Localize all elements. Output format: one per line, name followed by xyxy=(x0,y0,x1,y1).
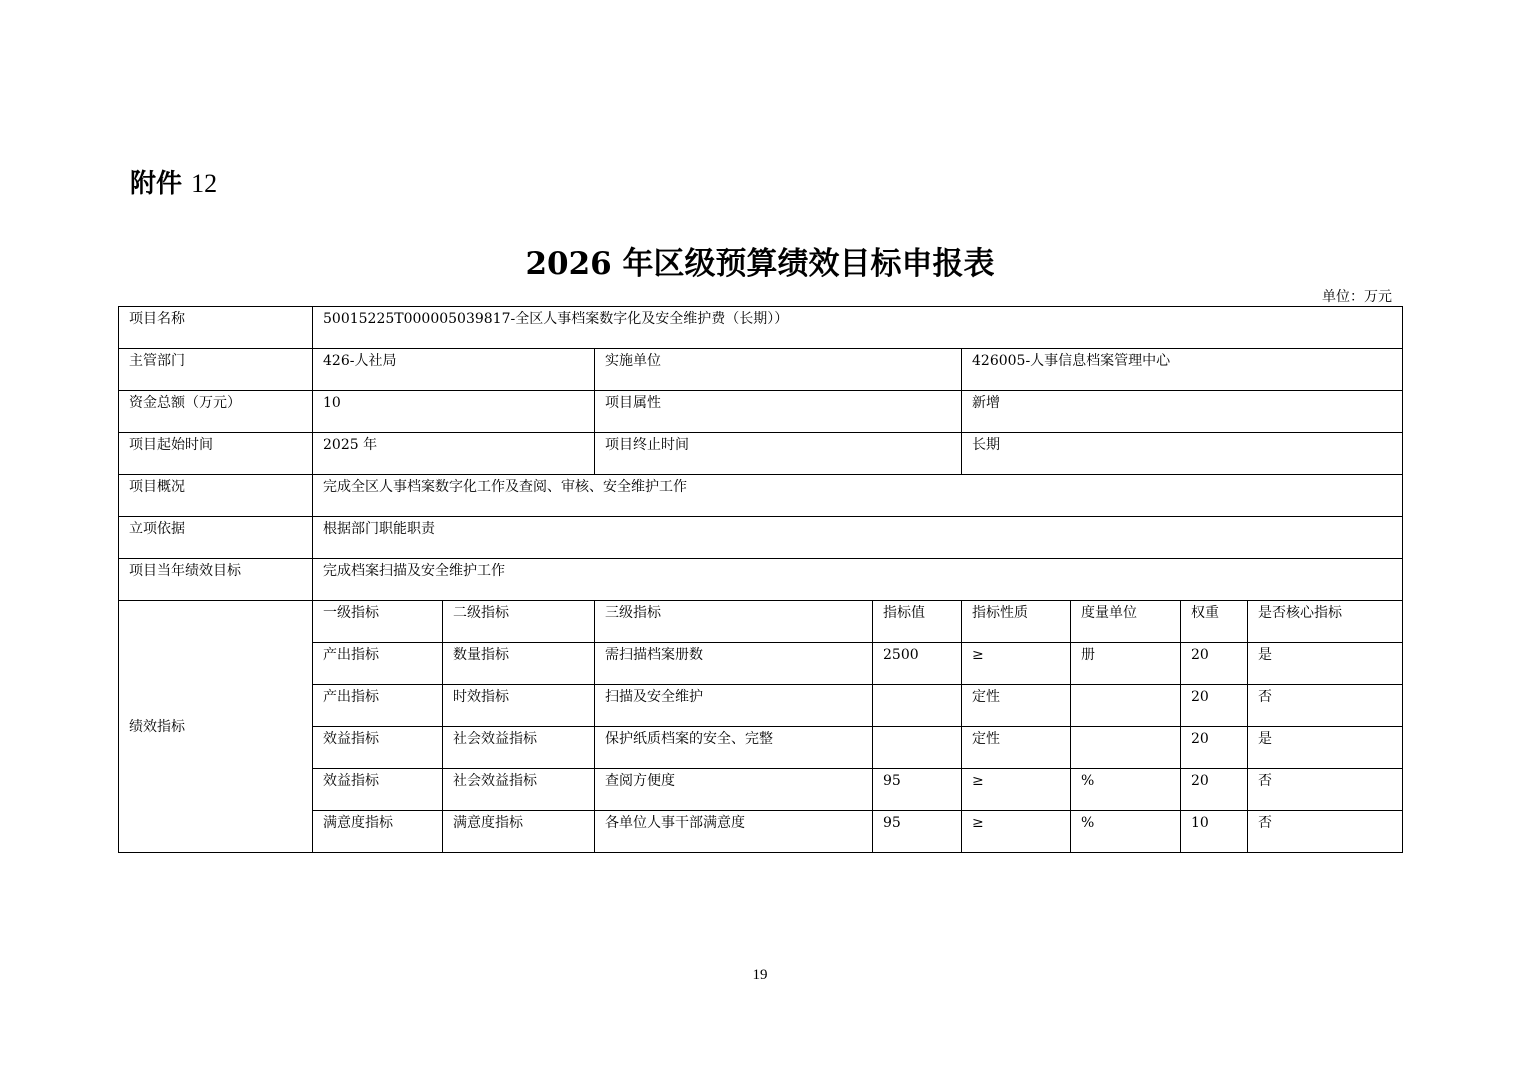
row-overview xyxy=(119,475,1403,517)
header-nature: 指标性质 xyxy=(962,601,1071,643)
cell-unit: 册 xyxy=(1071,643,1181,685)
cell-unit: % xyxy=(1071,811,1181,853)
cell-value: 95 xyxy=(873,811,962,853)
header-level3: 三级指标 xyxy=(595,601,873,643)
cell-level1: 产出指标 xyxy=(313,685,443,727)
header-level1: 一级指标 xyxy=(313,601,443,643)
cell-weight: 20 xyxy=(1181,643,1248,685)
value-basis: 根据部门职能职责 xyxy=(313,517,1403,559)
row-basis xyxy=(119,517,1403,559)
page-number: 19 xyxy=(752,967,768,983)
label-annual-goal: 项目当年绩效目标 xyxy=(119,559,313,601)
cell-level2: 社会效益指标 xyxy=(443,769,595,811)
header-weight: 权重 xyxy=(1181,601,1248,643)
value-fund-total: 10 xyxy=(313,391,595,433)
performance-form-table xyxy=(118,306,1403,853)
label-basis: 立项依据 xyxy=(119,517,313,559)
cell-core: 是 xyxy=(1248,643,1403,685)
cell-core: 否 xyxy=(1248,685,1403,727)
attachment-number: 12 xyxy=(191,169,218,198)
header-core: 是否核心指标 xyxy=(1248,601,1403,643)
cell-level1: 效益指标 xyxy=(313,769,443,811)
cell-unit xyxy=(1071,685,1181,727)
cell-level2: 数量指标 xyxy=(443,643,595,685)
value-implementing-unit: 426005-人事信息档案管理中心 xyxy=(962,349,1403,391)
cell-weight: 20 xyxy=(1181,727,1248,769)
row-funding xyxy=(119,391,1403,433)
attachment-label xyxy=(130,163,217,200)
cell-level3: 保护纸质档案的安全、完整 xyxy=(595,727,873,769)
cell-nature: ≥ xyxy=(962,769,1071,811)
label-overview: 项目概况 xyxy=(119,475,313,517)
cell-level3: 需扫描档案册数 xyxy=(595,643,873,685)
cell-weight: 20 xyxy=(1181,769,1248,811)
cell-value xyxy=(873,727,962,769)
label-project-name: 项目名称 xyxy=(119,307,313,349)
page-title: 2026 年区级预算绩效目标申报表 xyxy=(525,246,995,282)
label-start-time: 项目起始时间 xyxy=(119,433,313,475)
value-start-time: 2025 年 xyxy=(313,433,595,475)
cell-nature: 定性 xyxy=(962,685,1071,727)
value-project-attribute: 新增 xyxy=(962,391,1403,433)
label-department: 主管部门 xyxy=(119,349,313,391)
cell-unit: % xyxy=(1071,769,1181,811)
value-annual-goal: 完成档案扫描及安全维护工作 xyxy=(313,559,1403,601)
label-project-attribute: 项目属性 xyxy=(595,391,962,433)
cell-nature: ≥ xyxy=(962,643,1071,685)
header-level2: 二级指标 xyxy=(443,601,595,643)
label-end-time: 项目终止时间 xyxy=(595,433,962,475)
row-department xyxy=(119,349,1403,391)
cell-nature: 定性 xyxy=(962,727,1071,769)
value-department: 426-人社局 xyxy=(313,349,595,391)
cell-value: 95 xyxy=(873,769,962,811)
label-implementing-unit: 实施单位 xyxy=(595,349,962,391)
cell-level1: 效益指标 xyxy=(313,727,443,769)
attachment-text: 附件 xyxy=(130,169,183,199)
cell-value: 2500 xyxy=(873,643,962,685)
row-annual-goal xyxy=(119,559,1403,601)
cell-weight: 10 xyxy=(1181,811,1248,853)
cell-level1: 产出指标 xyxy=(313,643,443,685)
cell-level3: 查阅方便度 xyxy=(595,769,873,811)
cell-level3: 各单位人事干部满意度 xyxy=(595,811,873,853)
cell-unit xyxy=(1071,727,1181,769)
value-project-name: 50015225T000005039817-全区人事档案数字化及安全维护费（长期）） xyxy=(313,307,1403,349)
label-performance-indicators: 绩效指标 xyxy=(119,601,313,853)
value-overview: 完成全区人事档案数字化工作及查阅、审核、安全维护工作 xyxy=(313,475,1403,517)
cell-level3: 扫描及安全维护 xyxy=(595,685,873,727)
cell-level2: 社会效益指标 xyxy=(443,727,595,769)
row-project-name xyxy=(119,307,1403,349)
row-timeline xyxy=(119,433,1403,475)
cell-weight: 20 xyxy=(1181,685,1248,727)
unit-label: 单位：万元 xyxy=(1322,289,1392,305)
value-end-time: 长期 xyxy=(962,433,1403,475)
cell-level1: 满意度指标 xyxy=(313,811,443,853)
header-value: 指标值 xyxy=(873,601,962,643)
cell-nature: ≥ xyxy=(962,811,1071,853)
cell-core: 否 xyxy=(1248,811,1403,853)
label-fund-total: 资金总额（万元） xyxy=(119,391,313,433)
cell-level2: 满意度指标 xyxy=(443,811,595,853)
cell-core: 是 xyxy=(1248,727,1403,769)
header-unit: 度量单位 xyxy=(1071,601,1181,643)
cell-core: 否 xyxy=(1248,769,1403,811)
cell-level2: 时效指标 xyxy=(443,685,595,727)
cell-value xyxy=(873,685,962,727)
indicator-header-row xyxy=(119,601,1403,643)
